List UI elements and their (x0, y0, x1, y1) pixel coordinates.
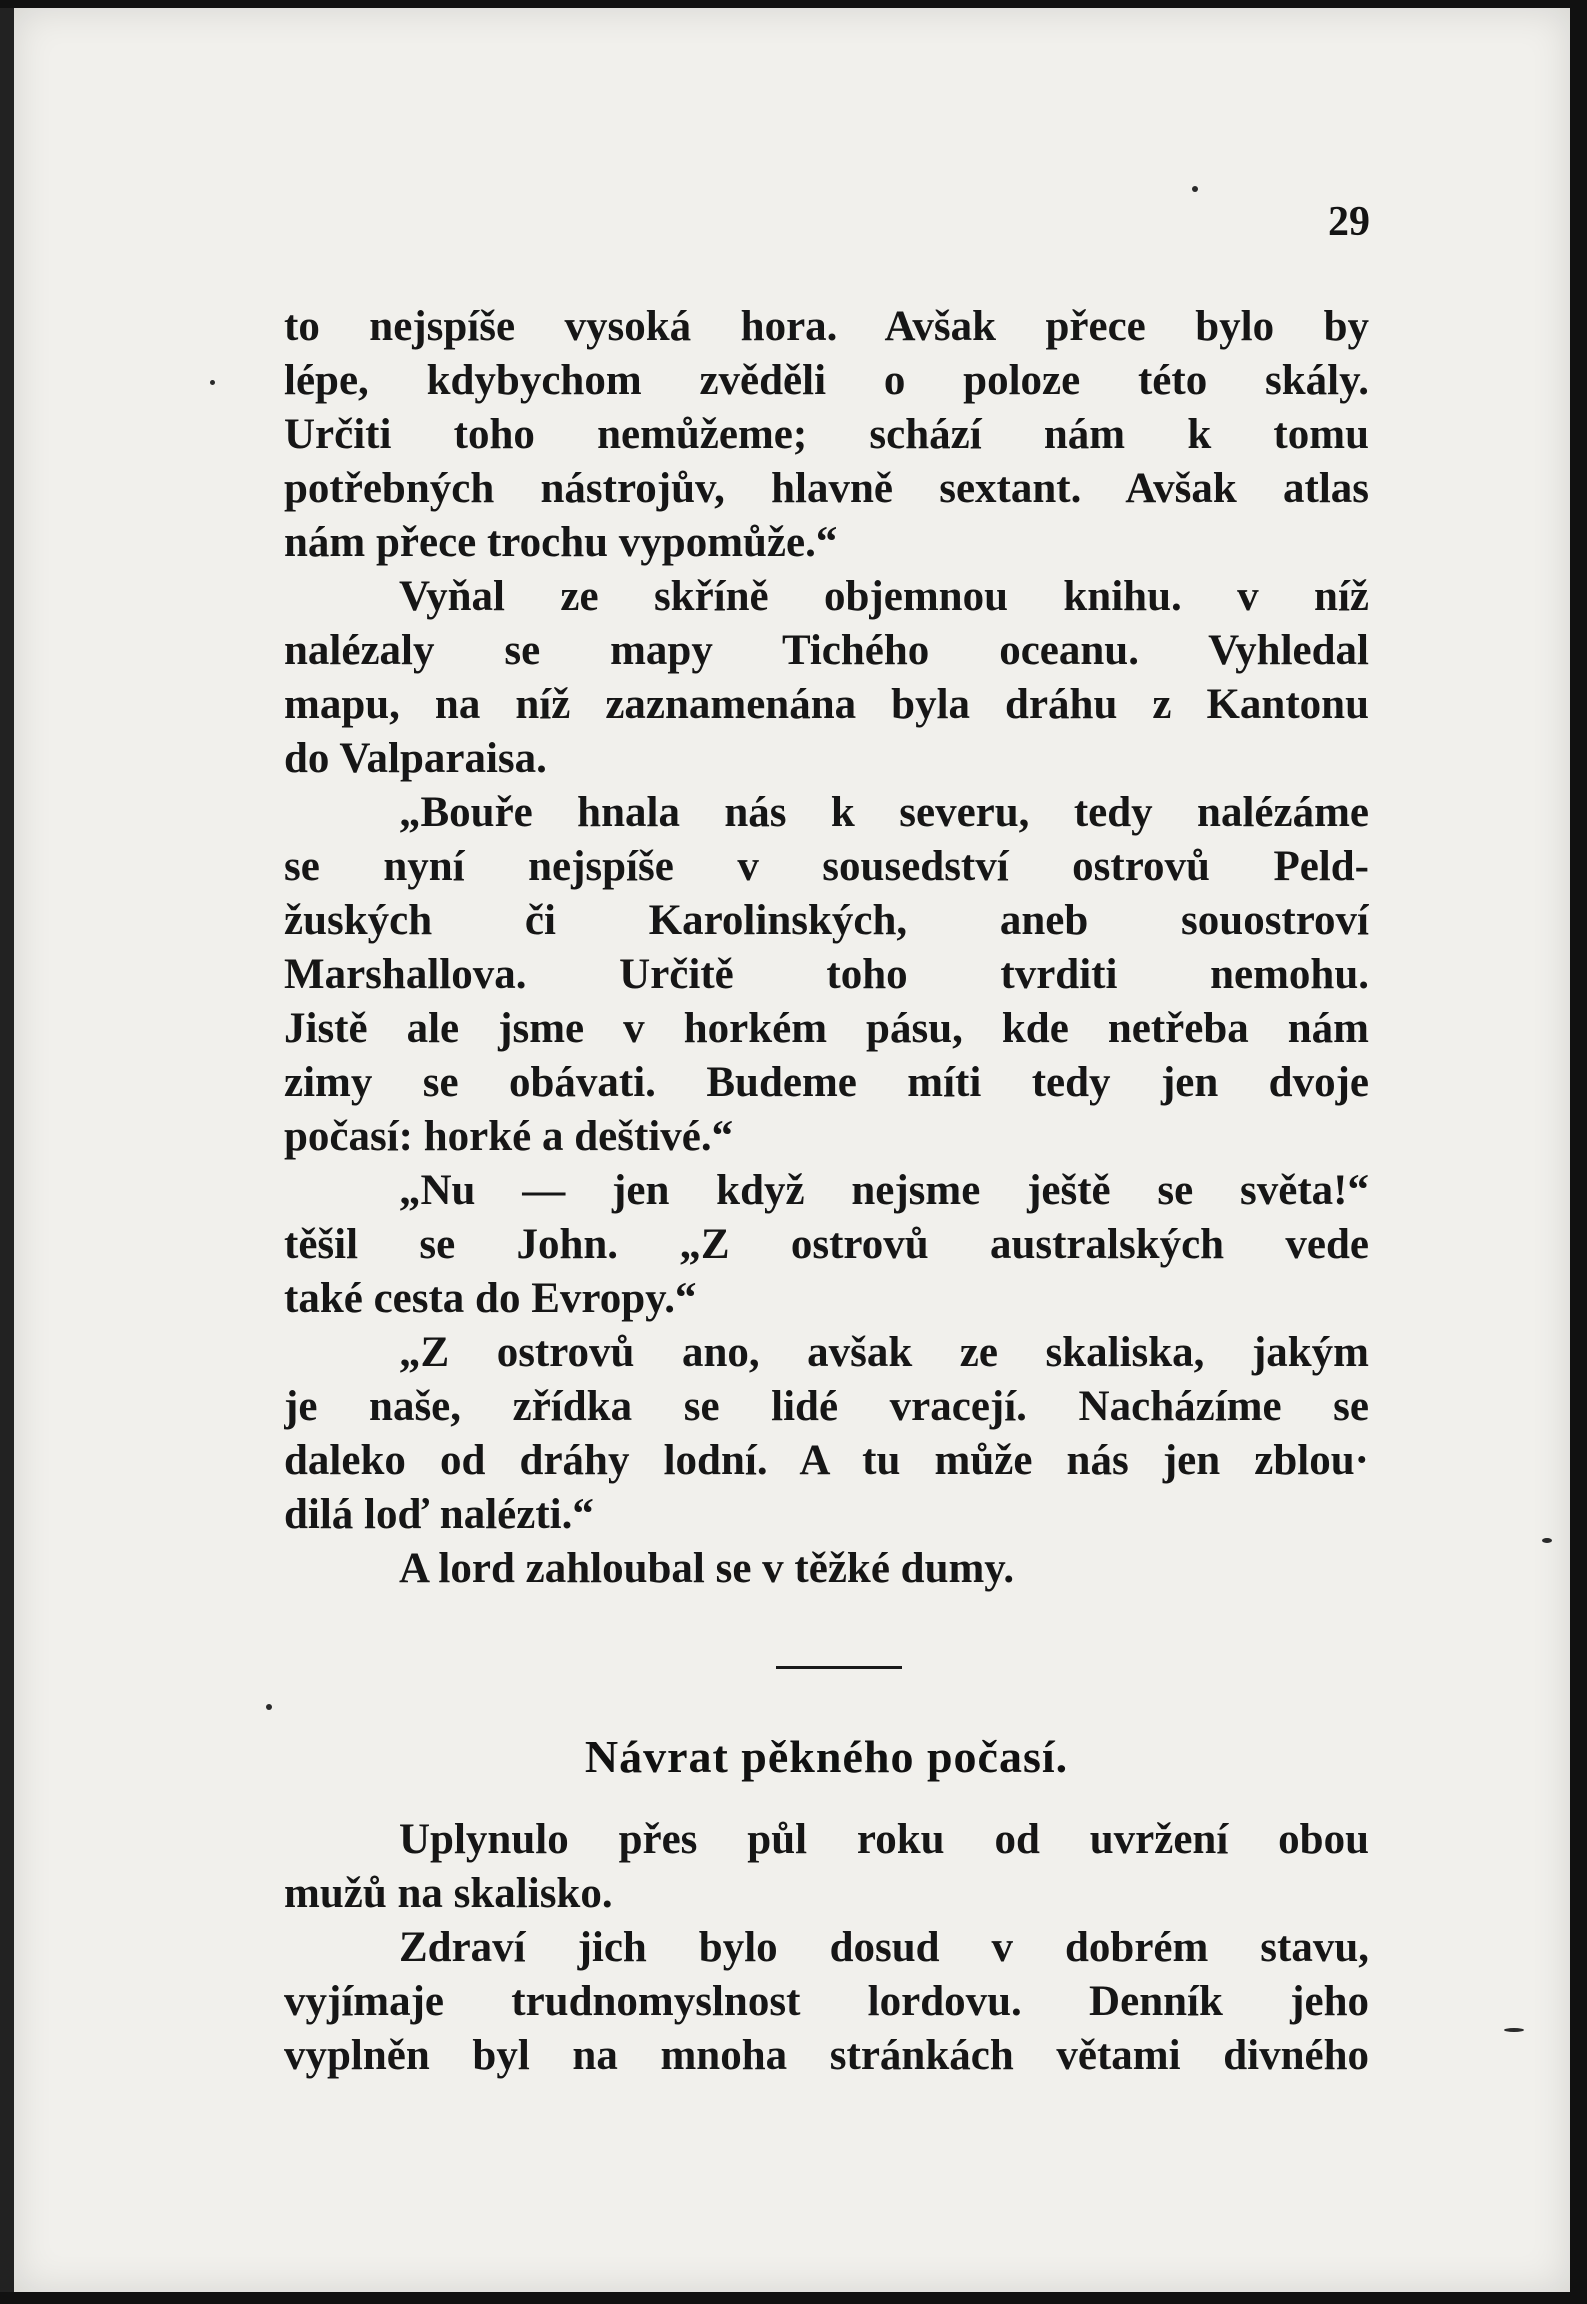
text-line: nalézaly se mapy Tichého oceanu. Vyhledal (284, 627, 1369, 674)
text-line: vyplněn byl na mnoha stránkách větami divného (284, 2032, 1369, 2079)
text-line: to nejspíše vysoká hora. Avšak přece bylo by (284, 303, 1369, 350)
print-speck (1504, 2028, 1524, 2032)
book-page (14, 8, 1570, 2292)
text-line: také cesta do Evropy.“ (284, 1275, 697, 1322)
text-line: mužů na skalisko. (284, 1870, 613, 1917)
print-speck (1192, 186, 1198, 192)
text-line: „Bouře hnala nás k severu, tedy nalézáme (399, 789, 1369, 836)
text-block-after (284, 1813, 1369, 2083)
text-line: počasí: horké a deštivé.“ (284, 1113, 734, 1160)
text-line: lépe, kdybychom zvěděli o poloze této skály. (284, 357, 1369, 404)
section-divider (776, 1666, 902, 1669)
text-line: Uplynulo přes půl roku od uvržení obou (399, 1816, 1369, 1863)
print-speck (1542, 1538, 1552, 1543)
page-left-shadow (0, 8, 14, 2292)
text-line: „Nu — jen když nejsme ještě se světa!“ (399, 1167, 1369, 1214)
text-line: Jistě ale jsme v horkém pásu, kde netřeba nám (284, 1005, 1369, 1052)
text-line: dilá loď nalézti.“ (284, 1491, 594, 1538)
text-line: potřebných nástrojův, hlavně sextant. Avšak atlas (284, 465, 1369, 512)
text-line: žuských či Karolinských, aneb souostroví (284, 897, 1369, 944)
print-speck (210, 380, 215, 385)
text-line: Marshallova. Určitě toho tvrditi nemohu. (284, 951, 1369, 998)
text-line: A lord zahloubal se v těžké dumy. (399, 1545, 1015, 1592)
text-line: Vyňal ze skříně objemnou knihu. v níž (399, 573, 1369, 620)
page-number: 29 (1328, 199, 1370, 245)
text-line: zimy se obávati. Budeme míti tedy jen dvoje (284, 1059, 1369, 1106)
text-line: nám přece trochu vypomůže.“ (284, 519, 838, 566)
print-speck (266, 1704, 272, 1710)
text-line: daleko od dráhy lodní. A tu může nás jen zblou· (284, 1437, 1369, 1484)
text-line: mapu, na níž zaznamenána byla dráhu z Kantonu (284, 681, 1369, 728)
text-line: vyjímaje trudnomyslnost lordovu. Denník jeho (284, 1978, 1369, 2025)
text-line: do Valparaisa. (284, 735, 547, 782)
section-heading: Návrat pěkného počasí. (584, 1731, 1069, 1782)
text-block-before (284, 300, 1369, 1596)
text-line: Určiti toho nemůžeme; schází nám k tomu (284, 411, 1369, 458)
text-line: je naše, zřídka se lidé vracejí. Nacházíme se (284, 1383, 1369, 1430)
text-line: Zdraví jich bylo dosud v dobrém stavu, (399, 1924, 1369, 1971)
text-line: těšil se John. „Z ostrovů australských vede (284, 1221, 1369, 1268)
text-line: se nyní nejspíše v sousedství ostrovů Peld- (284, 843, 1369, 890)
text-line: „Z ostrovů ano, avšak ze skaliska, jakým (399, 1329, 1369, 1376)
